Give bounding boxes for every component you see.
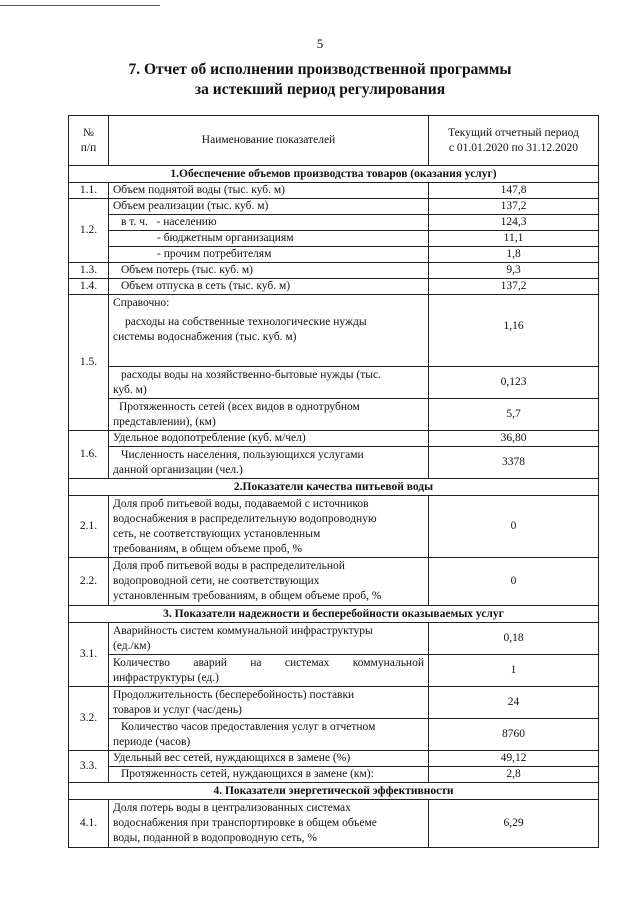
table-row [69, 496, 599, 558]
table-row [69, 655, 599, 687]
row-value: 0 [429, 496, 599, 558]
row-value: 5,7 [429, 399, 599, 431]
row-name: Удельный вес сетей, нуждающихся в замене (%) [109, 751, 429, 767]
section-2-title: 2.Показатели качества питьевой воды [69, 479, 599, 496]
header-name: Наименование показателей [109, 116, 429, 166]
row-name: в т. ч. - населению [109, 215, 429, 231]
row-num: 1.4. [69, 279, 109, 295]
row-name: Доля потерь воды в централизованных системах водоснабжения при транспортировке в общем объеме воды, поданной в водопроводную сеть, % [109, 800, 429, 848]
top-rule [0, 5, 160, 6]
row-name: Протяженность сетей, нуждающихся в замене (км): [109, 767, 429, 783]
row-name: Доля проб питьевой воды в распределительной водопроводной сети, не соответствующих установленным требованиям, в общем объеме проб, % [109, 558, 429, 606]
table-row [69, 215, 599, 231]
row-name: Объем отпуска в сеть (тыс. куб. м) [109, 279, 429, 295]
table-row [69, 447, 599, 479]
section-1-title: 1.Обеспечение объемов производства товаров (оказания услуг) [69, 166, 599, 183]
row-value: 1,16 [429, 295, 599, 367]
row-value: 36,80 [429, 431, 599, 447]
header-row [69, 116, 599, 166]
table-row [69, 231, 599, 247]
row-value: 1 [429, 655, 599, 687]
header-num: № п/п [69, 116, 109, 166]
table-row [69, 279, 599, 295]
row-name: расходы воды на хозяйственно-бытовые нужды (тыс. куб. м) [109, 367, 429, 399]
section-4-title: 4. Показатели энергетической эффективности [69, 783, 599, 800]
row-num: 1.5. [69, 295, 109, 431]
row-value: 124,3 [429, 215, 599, 231]
table-row [69, 767, 599, 783]
row-value: 1,8 [429, 247, 599, 263]
row-name: Количество аварий на системах коммунальной инфраструктуры (ед.) [109, 655, 429, 687]
table-row [69, 558, 599, 606]
table-row [69, 199, 599, 215]
row-num: 1.2. [69, 199, 109, 263]
table-row [69, 800, 599, 848]
row-value: 6,29 [429, 800, 599, 848]
table-row [69, 623, 599, 655]
header-period: Текущий отчетный период с 01.01.2020 по 31.12.2020 [429, 116, 599, 166]
row-num: 3.2. [69, 687, 109, 751]
row-num: 1.6. [69, 431, 109, 479]
row-value: 9,3 [429, 263, 599, 279]
row-name: Доля проб питьевой воды, подаваемой с источников водоснабжения в распределительную водопроводную сеть, не соответствующих установленным требованиям, в общем объеме проб, % [109, 496, 429, 558]
row-name: - бюджетным организациям [109, 231, 429, 247]
row-value: 147,8 [429, 183, 599, 199]
table-row [69, 687, 599, 719]
row-value: 24 [429, 687, 599, 719]
row-value: 11,1 [429, 231, 599, 247]
row-num: 1.3. [69, 263, 109, 279]
table-row [69, 431, 599, 447]
row-value: 0,123 [429, 367, 599, 399]
row-name: Справочно: расходы на собственные технологические нужды системы водоснабжения (тыс. куб. м) [109, 295, 429, 367]
row-value: 0 [429, 558, 599, 606]
table-row [69, 367, 599, 399]
row-num: 3.1. [69, 623, 109, 687]
table-row [69, 183, 599, 199]
row-value: 49,12 [429, 751, 599, 767]
row-value: 8760 [429, 719, 599, 751]
row-num: 4.1. [69, 800, 109, 848]
page-title [0, 60, 640, 100]
title-line-2: за истекший период регулирования [194, 81, 446, 98]
title-line-1: 7. Отчет об исполнении производственной программы [128, 61, 512, 78]
table-row [69, 263, 599, 279]
row-name: Численность населения, пользующихся услугами данной организации (чел.) [109, 447, 429, 479]
section-row [69, 479, 599, 496]
row-num: 3.3. [69, 751, 109, 783]
row-num: 2.1. [69, 496, 109, 558]
row-name: Аварийность систем коммунальной инфраструктуры (ед./км) [109, 623, 429, 655]
row-name: Объем потерь (тыс. куб. м) [109, 263, 429, 279]
row-value: 3378 [429, 447, 599, 479]
row-name: Объем реализации (тыс. куб. м) [109, 199, 429, 215]
row-name: Объем поднятой воды (тыс. куб. м) [109, 183, 429, 199]
row-name: Удельное водопотребление (куб. м/чел) [109, 431, 429, 447]
row-num: 2.2. [69, 558, 109, 606]
page-number: 5 [316, 36, 324, 51]
row-name: Продолжительность (бесперебойность) поставки товаров и услуг (час/день) [109, 687, 429, 719]
report-table [68, 115, 599, 848]
row-value: 137,2 [429, 279, 599, 295]
table-row [69, 751, 599, 767]
reference-label: Справочно: [113, 297, 170, 309]
row-value: 0,18 [429, 623, 599, 655]
row-value: 137,2 [429, 199, 599, 215]
row-name: - прочим потребителям [109, 247, 429, 263]
section-row [69, 606, 599, 623]
table-row [69, 247, 599, 263]
table-row [69, 399, 599, 431]
table-row [69, 719, 599, 751]
row-name: Протяженность сетей (всех видов в однотрубном представлении), (км) [109, 399, 429, 431]
section-3-title: 3. Показатели надежности и бесперебойности оказываемых услуг [69, 606, 599, 623]
table-row [69, 295, 599, 367]
section-row [69, 166, 599, 183]
section-row [69, 783, 599, 800]
row-num: 1.1. [69, 183, 109, 199]
row-name: Количество часов предоставления услуг в отчетном периоде (часов) [109, 719, 429, 751]
row-value: 2,8 [429, 767, 599, 783]
